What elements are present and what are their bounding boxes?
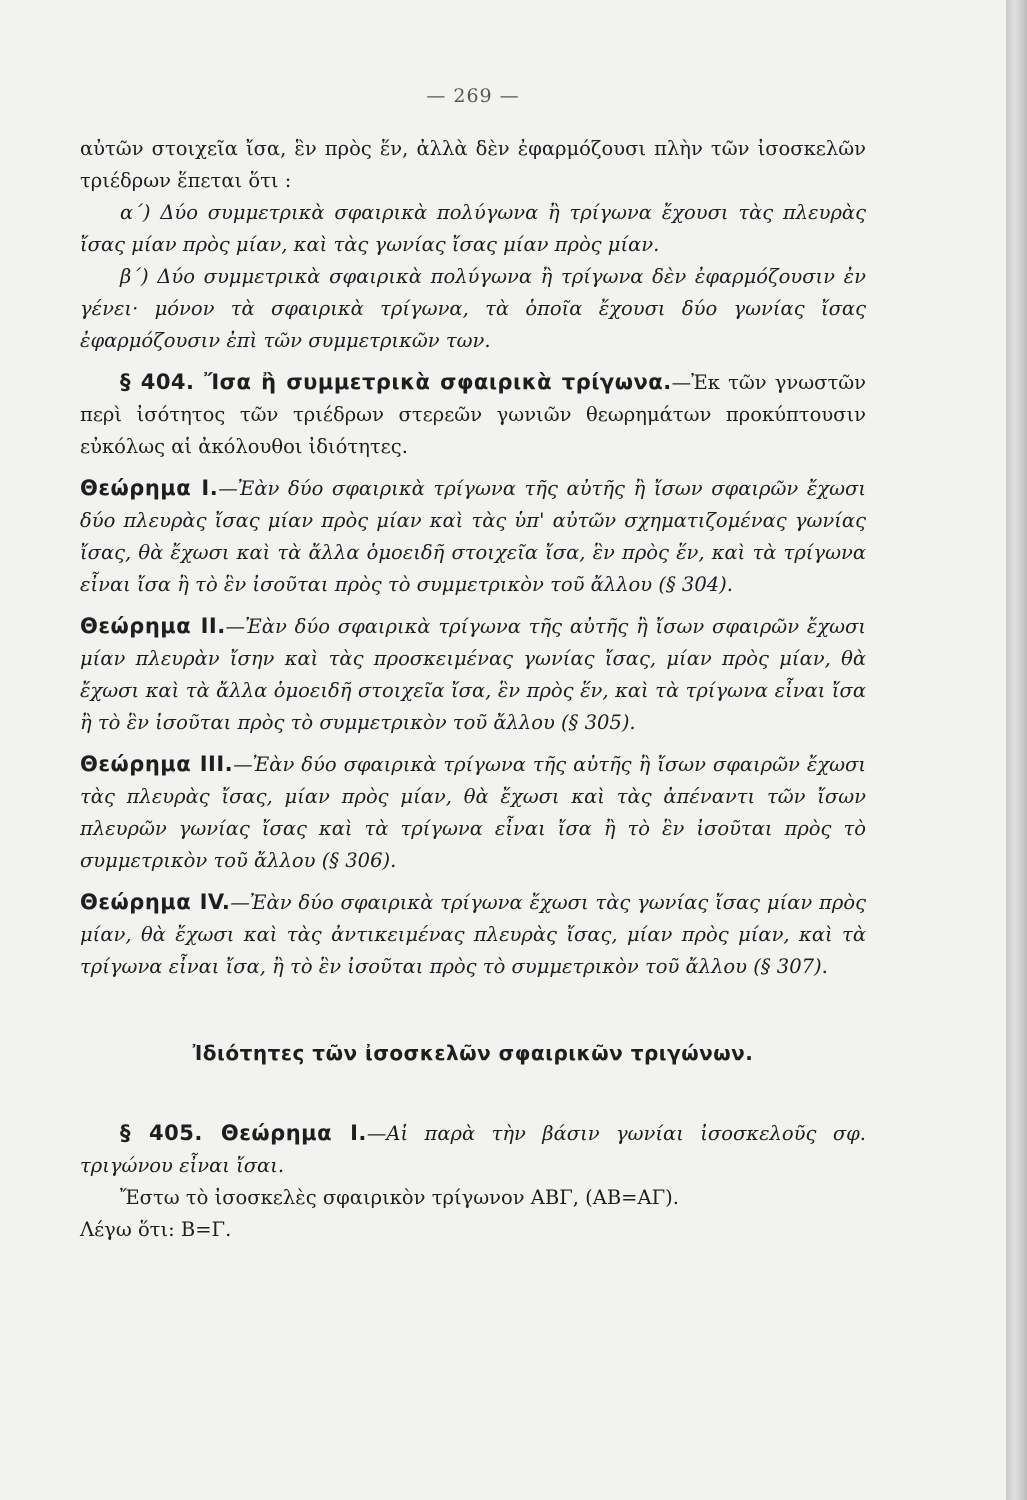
section-404 <box>80 366 866 463</box>
theorem-1-text: —Ἐὰν δύο σφαιρικὰ τρίγωνα τῆς αὐτῆς ἢ ἴσων σφαιρῶν ἔχωσι δύο πλευρὰς ἴσας μίαν πρὸς μίαν καὶ τὰς ὑπ' αὐτῶν σχηματιζομένας γωνίας ἴσας, θὰ ἔχωσι καὶ τὰ ἄλλα ὁμοειδῆ στοιχεῖα ἴσα, ἓν πρὸς ἕν, καὶ τὰ τρίγωνα εἶναι ἴσα ἢ τὸ ἓν ἰσοῦται πρὸς τὸ συμμετρικὸν τοῦ ἄλλου (§ 304). <box>80 477 866 596</box>
section-405 <box>80 1117 866 1182</box>
section-405-text: —Αἱ παρὰ τὴν βάσιν γωνίαι ἰσοσκελοῦς σφ. τριγώνου εἶναι ἴσαι. <box>80 1122 866 1177</box>
theorem-4-text: —Ἐὰν δύο σφαιρικὰ τρίγωνα ἔχωσι τὰς γωνίας ἴσας μίαν πρὸς μίαν, θὰ ἔχωσι καὶ τὰς ἀντικειμένας πλευρὰς ἴσας, μίαν πρὸς μίαν, καὶ τὰ τρίγωνα εἶναι ἴσα, ἢ τὸ ἓν ἰσοῦται πρὸς τὸ συμμετρικὸν τοῦ ἄλλου (§ 307). <box>80 891 866 978</box>
page-text-block <box>80 85 866 1246</box>
section-title: Ἰδιότητες τῶν ἰσοσκελῶν σφαιρικῶν τριγώνων. <box>192 1041 754 1065</box>
section-405-label: § 405. Θεώρημα I. <box>120 1121 367 1145</box>
theorem-4 <box>80 886 866 983</box>
page-number: — 269 — <box>426 85 520 107</box>
theorem-2-label: Θεώρημα II. <box>80 614 226 638</box>
theorem-3-text: —Ἐὰν δύο σφαιρικὰ τρίγωνα τῆς αὐτῆς ἢ ἴσων σφαιρῶν ἔχωσι τὰς πλευρὰς ἴσας, μίαν πρὸς μίαν, θὰ ἔχωσι καὶ τὰς ἀπέναντι τῶν ἴσων πλευρῶν γωνίας ἴσας καὶ τὰ τρίγωνα εἶναι ἴσα ἢ τὸ ἓν ἰσοῦται πρὸς τὸ συμμετρικὸν τοῦ ἄλλου (§ 306). <box>80 753 866 872</box>
closing-line-1: Ἔστω τὸ ἰσοσκελὲς σφαιρικὸν τρίγωνον ΑΒΓ, (ΑΒ=ΑΓ). <box>120 1186 679 1209</box>
section-404-heading: § 404. Ἴσα ἢ συμμετρικὰ σφαιρικὰ τρίγωνα. <box>120 370 672 394</box>
intro-paragraph: αὐτῶν στοιχεῖα ἴσα, ἓν πρὸς ἕν, ἀλλὰ δὲν ἐφαρμόζουσι πλὴν τῶν ἰσοσκελῶν τριέδρων ἕπεται ὅτι : <box>80 137 866 192</box>
theorem-3 <box>80 748 866 877</box>
theorem-2-text: —Ἐὰν δύο σφαιρικὰ τρίγωνα τῆς αὐτῆς ἢ ἴσων σφαιρῶν ἔχωσι μίαν πλευρὰν ἴσην καὶ τὰς προσκειμένας γωνίας ἴσας, μίαν πρὸς μίαν, θὰ ἔχωσι καὶ τὰ ἄλλα ὁμοειδῆ στοιχεῖα ἴσα, ἓν πρὸς ἕν, καὶ τὰ τρίγωνα εἶναι ἴσα ἢ τὸ ἓν ἰσοῦται πρὸς τὸ συμμετρικὸν τοῦ ἄλλου (§ 305). <box>80 615 866 734</box>
theorem-2 <box>80 610 866 739</box>
item-b: β΄) Δύο συμμετρικὰ σφαιρικὰ πολύγωνα ἢ τρίγωνα δὲν ἐφαρμόζουσιν ἐν γένει· μόνον τὰ σφαιρικὰ τρίγωνα, τὰ ὁποῖα ἔχουσι δύο γωνίας ἴσας ἐφαρμόζουσιν ἐπὶ τῶν συμμετρικῶν των. <box>80 265 866 352</box>
theorem-3-label: Θεώρημα III. <box>80 752 234 776</box>
theorem-1 <box>80 472 866 601</box>
page-edge <box>1006 0 1027 1500</box>
theorem-4-label: Θεώρημα IV. <box>80 890 231 914</box>
closing-line-2: Λέγω ὅτι: Β=Γ. <box>80 1218 232 1241</box>
section-404-text: —Ἐκ τῶν γνωστῶν περὶ ἰσότητος τῶν τριέδρων στερεῶν γωνιῶν θεωρημάτων προκύπτουσιν εὐκόλως αἱ ἀκόλουθοι ἰδιότητες. <box>80 371 866 458</box>
item-a: α΄) Δύο συμμετρικὰ σφαιρικὰ πολύγωνα ἢ τρίγωνα ἔχουσι τὰς πλευρὰς ἴσας μίαν πρὸς μίαν, καὶ τὰς γωνίας ἴσας μίαν πρὸς μίαν. <box>80 201 866 256</box>
theorem-1-label: Θεώρημα I. <box>80 476 219 500</box>
